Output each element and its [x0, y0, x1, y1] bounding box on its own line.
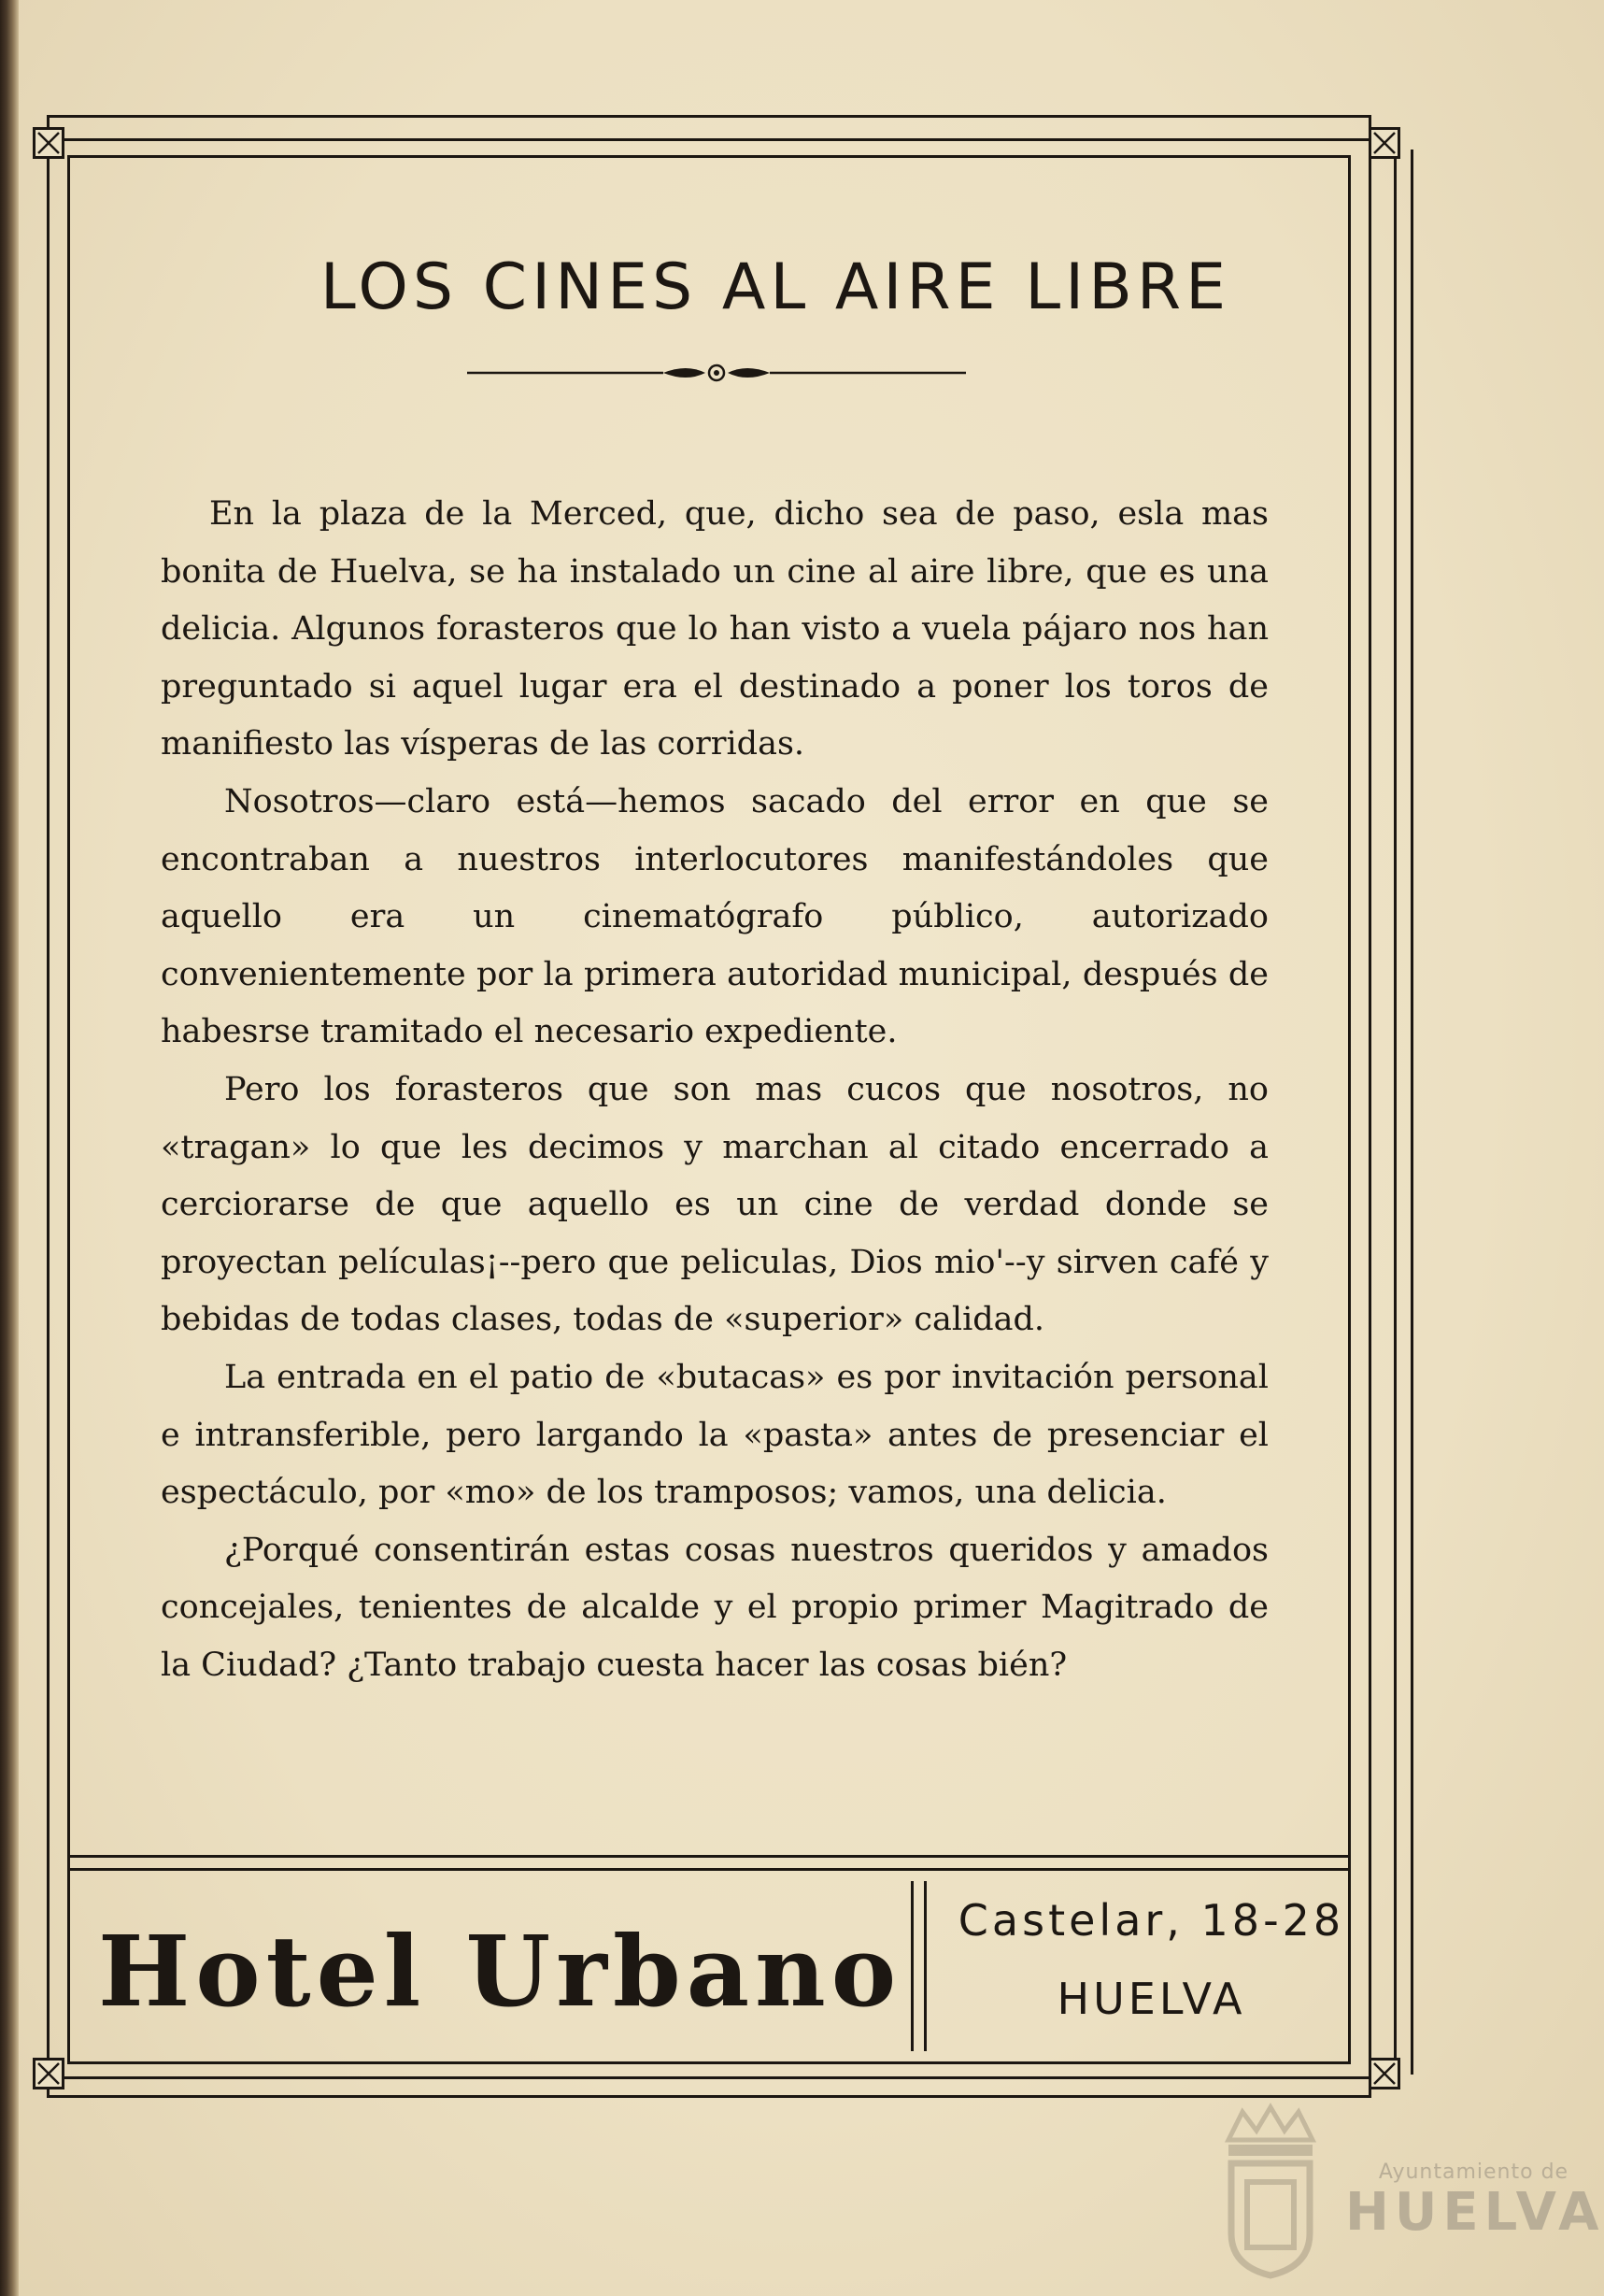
border-line-left-outer — [47, 115, 50, 2096]
corner-ornament-bottom-left — [33, 2058, 64, 2089]
book-spine-edge — [0, 0, 19, 2296]
title-divider-ornament — [467, 360, 966, 386]
article-body — [161, 486, 1269, 1694]
border-line-right-edge — [1411, 150, 1413, 2075]
border-line-bottom-inner — [47, 2076, 1371, 2079]
paragraph: La entrada en el patio de «butacas» es por invitación personal e intransferible, pero largando la «pasta» antes de presenciar el espectáculo, por «mo» de los tramposos; vamos, una delicia. — [161, 1358, 1269, 1512]
hotel-address-street: Castelar, 18-28 — [958, 1895, 1345, 1946]
watermark-line-2: HUELVA — [1345, 2182, 1604, 2243]
border-line-bottom-rule — [67, 2061, 1351, 2064]
border-line-top-inner — [47, 138, 1371, 141]
hotel-name: Hotel Urbano — [97, 1914, 902, 2029]
watermark-line-1: Ayuntamiento de — [1378, 2161, 1569, 2184]
border-line-top-outer — [47, 115, 1371, 118]
corner-ornament-top-left — [33, 127, 64, 159]
paragraph: ¿Porqué consentirán estas cosas nuestros queridos y amados concejales, tenientes de alcalde y el propio primer Magitrado de la Ciudad? ¿Tanto trabajo cuesta hacer las cosas bién? — [161, 1531, 1269, 1684]
city-crest-seal — [1214, 2103, 1327, 2280]
border-line-top-rule — [67, 155, 1351, 158]
paragraph: Nosotros—claro está—hemos sacado del error en que se encontraban a nuestros interlocutores manifestándoles que aquello era un cinematógrafo público, autorizado convenientemente por la primera autoridad municipal, después de habesrse tramitado el necesario expediente. — [161, 782, 1269, 1051]
ad-divider-right — [924, 1881, 927, 2051]
corner-ornament-top-right — [1369, 127, 1400, 159]
paragraph: Pero los forasteros que son mas cucos que nosotros, no «tragan» lo que les decimos y marchan al citado encerrado a cerciorarse de que aquello es un cine de verdad donde se proyectan películas¡--pero que peliculas, Dios mio'--y sirven café y bebidas de todas clases, todas de «superior» calidad. — [161, 1070, 1269, 1339]
corner-ornament-bottom-right — [1369, 2058, 1400, 2089]
hotel-address-city: HUELVA — [1057, 1974, 1246, 2024]
border-line-right-outer — [1369, 115, 1371, 2096]
border-line-right-far — [1394, 150, 1397, 2075]
ad-divider-left — [911, 1881, 914, 2051]
border-line-left-inner — [67, 155, 70, 2061]
border-line-right-inner — [1348, 155, 1351, 2061]
ad-separator-top-2 — [67, 1868, 1351, 1871]
ad-separator-top-1 — [67, 1855, 1351, 1858]
article-title: LOS CINES AL AIRE LIBRE — [319, 250, 1231, 324]
paragraph: En la plaza de la Merced, que, dicho sea de paso, esla mas bonita de Huelva, se ha instalado un cine al aire libre, que es una delicia. Algunos forasteros que lo han visto a vuela pájaro nos han preguntado si aquel lugar era el destinado a poner los toros de manifiesto las vísperas de las corridas. — [161, 495, 1269, 763]
border-line-bottom-outer — [47, 2095, 1371, 2098]
